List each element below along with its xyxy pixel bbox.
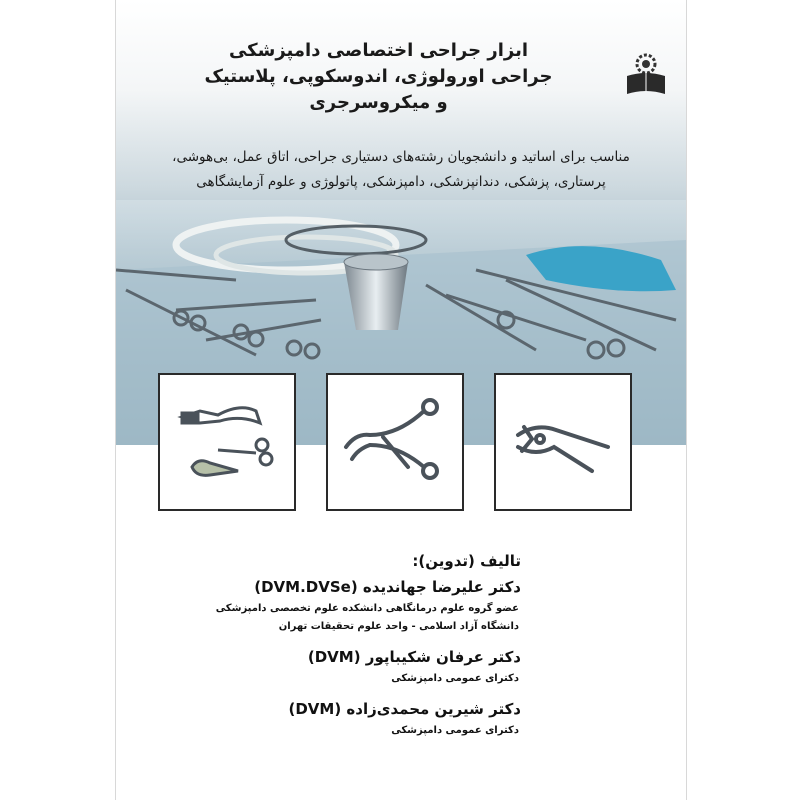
- book-cover: [115, 0, 687, 800]
- title-line-1: ابزار جراحی اختصاصی دامپزشکی: [228, 40, 529, 61]
- authors-heading: تالیف (تدوین):: [412, 552, 521, 570]
- book-title: [146, 38, 611, 116]
- author-affiliation-1a: عضو گروه علوم درمانگاهی دانشکده علوم تخصصی دامپزشکی: [215, 603, 519, 614]
- title-line-2: جراحی اورولوژی، اندوسکوپی، پلاستیک: [204, 66, 553, 87]
- subtitle-line-1: مناسب برای اساتید و دانشجویان رشته‌های دستیاری جراحی، اتاق عمل، بی‌هوشی،: [172, 149, 630, 165]
- publisher-logo: [624, 50, 668, 102]
- retractor-icon: [328, 375, 462, 509]
- author-affiliation-2: دکترای عمومی دامپزشکی: [391, 673, 519, 684]
- book-subtitle: [126, 145, 676, 195]
- subtitle-line-2: پرستاری، پزشکی، دندانپزشکی، دامپزشکی، پاتولوژی و علوم آزمایشگاهی: [196, 174, 606, 190]
- author-name-1: دکتر علیرضا جهاندیده (DVM.DVSe): [254, 578, 521, 596]
- instrument-card-forceps: [158, 373, 296, 511]
- author-affiliation-3: دکترای عمومی دامپزشکی: [391, 725, 519, 736]
- authors-section: [216, 552, 521, 736]
- title-line-3: و میکروسرجری: [309, 92, 448, 113]
- author-affiliation-1b: دانشگاه آزاد اسلامی - واحد علوم تحقیقات تهران: [278, 621, 519, 632]
- forceps-scissors-icon: [160, 375, 294, 509]
- author-name-3: دکتر شیرین محمدی‌زاده (DVM): [288, 700, 521, 718]
- author-name-2: دکتر عرفان شکیباپور (DVM): [307, 648, 521, 666]
- instrument-card-mouth-gag: [494, 373, 632, 511]
- instrument-card-retractor: [326, 373, 464, 511]
- mouth-gag-icon: [496, 375, 630, 509]
